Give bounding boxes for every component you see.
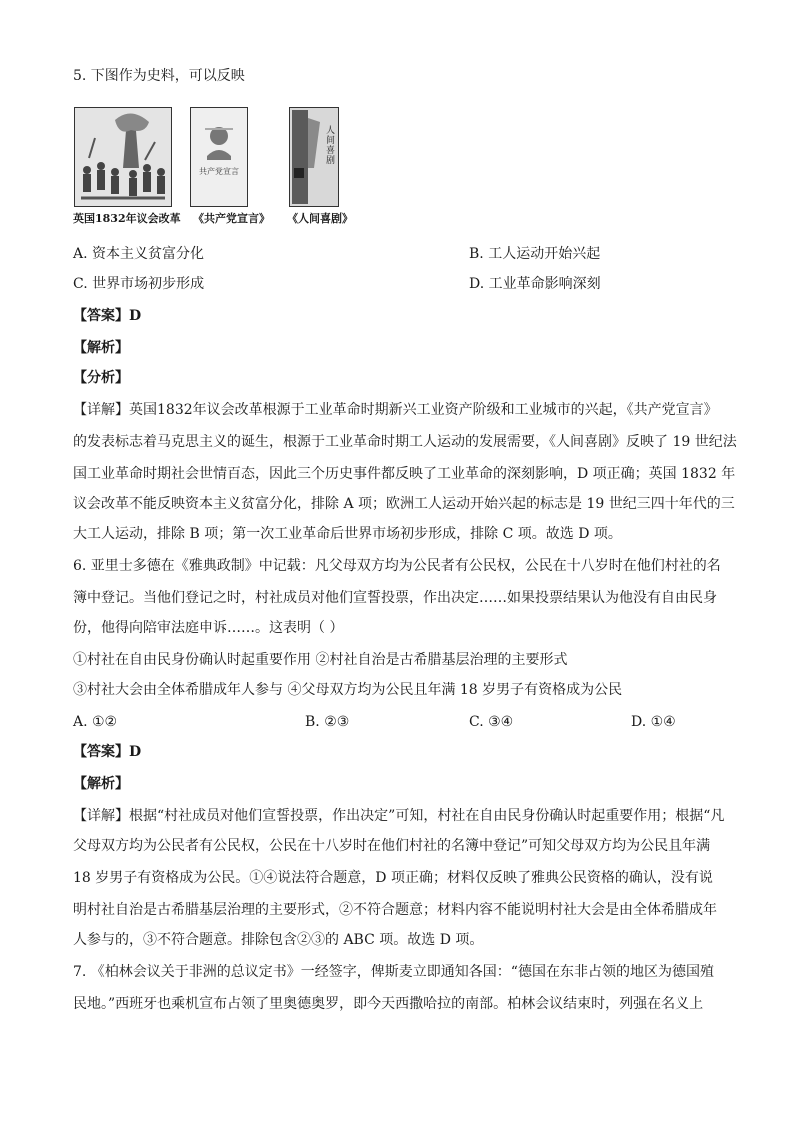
q5-option-a[interactable]: A. 资本主义贫富分化: [73, 246, 205, 262]
q5-option-d[interactable]: D. 工业革命影响深刻: [469, 276, 601, 292]
q5-detail-line: 议会改革不能反映资本主义贫富分化，排除 A 项；欧洲工人运动开始兴起的标志是 19 世纪三四十年代的三: [73, 496, 735, 512]
caption-reform-1832: 英国1832年议会改革: [73, 212, 181, 225]
book-spine-title: 人间喜剧: [326, 126, 336, 166]
q5-options-row-2: [73, 274, 733, 294]
q5-detail-line: 大工人运动，排除 B 项；第一次工业革命后世界市场初步形成，排除 C 项。故选 D 项。: [73, 526, 622, 542]
q6-analysis-label: 【解析】: [73, 776, 129, 792]
q6-stem-line: 6. 亚里士多德在《雅典政制》中记载：凡父母双方均为公民者有公民权，公民在十八岁时在他们村社的名: [73, 558, 721, 574]
q6-statement: ③村社大会由全体希腊成年人参与 ④父母双方均为公民且年满 18 岁男子有资格成为公民: [73, 682, 623, 698]
q5-analysis-label: 【解析】: [73, 340, 129, 356]
q5-fenxi-label: 【分析】: [73, 370, 129, 386]
caption-manifesto: 《共产党宣言》: [193, 212, 270, 225]
q5-option-c[interactable]: C. 世界市场初步形成: [73, 276, 205, 292]
q7-stem-line: 民地。”西班牙也乘机宣布占领了里奥德奥罗，即今天西撒哈拉的南部。柏林会议结束时，列强在名义上: [73, 996, 704, 1012]
reform-1832-image: [74, 107, 172, 207]
q5-option-b[interactable]: B. 工人运动开始兴起: [469, 246, 601, 262]
q6-options-row: [73, 712, 733, 732]
q6-detail-line: 【详解】根据“村社成员对他们宣誓投票，作出决定”可知，村社在自由民身份确认时起重要作用；根据“凡: [73, 808, 725, 824]
caption-comedie: 《人间喜剧》: [287, 212, 353, 225]
q6-answer: 【答案】D: [73, 744, 142, 760]
q6-option-a[interactable]: A. ①②: [73, 714, 118, 730]
q6-detail-line: 明村社自治是古希腊基层治理的主要形式，②不符合题意；材料内容不能说明村社大会是由全体希腊成年: [73, 902, 717, 918]
comedie-humaine-cover: [289, 107, 339, 207]
q6-detail-line: 人参与的，③不符合题意。排除包含②③的 ABC 项。故选 D 项。: [73, 932, 484, 948]
q6-detail-line: 18 岁男子有资格成为公民。①④说法符合题意，D 项正确；材料仅反映了雅典公民资格的确认，没有说: [73, 870, 713, 886]
q6-detail-line: 父母双方均为公民者有公民权，公民在十八岁时在他们村社的名簿中登记”可知父母双方均为公民且年满: [73, 838, 711, 854]
q5-detail-line: 国工业革命时期社会世情百态，因此三个历史事件都反映了工业革命的深刻影响，D 项正确；英国 1832 年: [73, 466, 736, 482]
q7-stem-line: 7. 《柏林会议关于非洲的总议定书》一经签字，俾斯麦立即通知各国：“德国在东非占领的地区为德国殖: [73, 964, 714, 980]
q6-statement: ①村社在自由民身份确认时起重要作用 ②村社自治是古希腊基层治理的主要形式: [73, 652, 568, 668]
q5-detail-line: 的发表标志着马克思主义的诞生，根源于工业革命时期工人运动的发展需要，《人间喜剧》反映了 19 世纪法: [73, 434, 737, 450]
communist-manifesto-cover: [190, 107, 248, 207]
q6-option-b[interactable]: B. ②③: [305, 714, 350, 730]
q6-stem-line: 簿中登记。当他们登记之时，村社成员对他们宣誓投票，作出决定……如果投票结果认为他没有自由民身: [73, 590, 717, 606]
crowd-illustration: [75, 108, 171, 206]
q5-detail-line: 【详解】英国1832年议会改革根源于工业革命时期新兴工业资产阶级和工业城市的兴起，《共产党宣言》: [73, 402, 718, 418]
q6-option-d[interactable]: D. ①④: [631, 714, 676, 730]
q6-stem-line: 份，他得向陪审法庭申诉……。这表明（ ）: [73, 620, 344, 636]
q6-option-c[interactable]: C. ③④: [469, 714, 514, 730]
q5-answer: 【答案】D: [73, 308, 142, 324]
cover-title: 共产党宣言: [199, 167, 239, 176]
q5-stem: 5. 下图作为史料，可以反映: [73, 68, 245, 84]
q5-options-row-1: [73, 244, 733, 264]
portrait-icon: [191, 108, 247, 206]
